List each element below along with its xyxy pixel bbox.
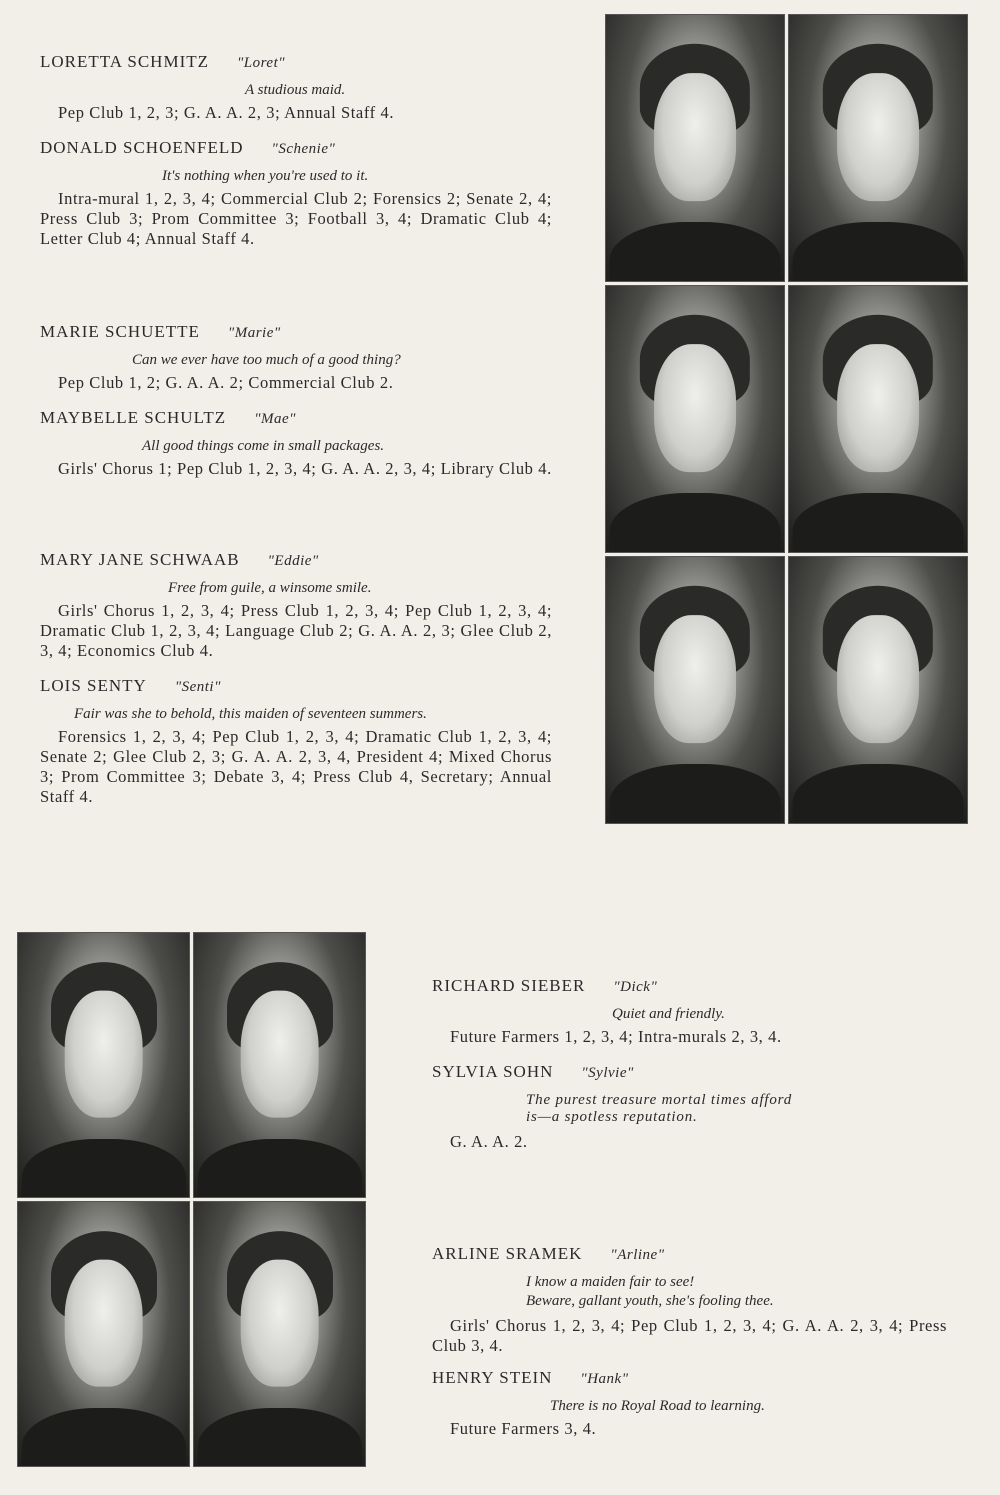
- student-nickname: "Hank": [580, 1371, 629, 1387]
- student-name-line: [40, 676, 552, 696]
- portrait-photo-maybelle-schultz: [788, 285, 968, 553]
- entry-arline-sramek: [432, 1244, 947, 1356]
- student-motto: It's nothing when you're used to it.: [162, 168, 369, 184]
- student-motto: Fair was she to behold, this maiden of seventeen summers.: [74, 706, 427, 722]
- student-motto: Free from guile, a winsome smile.: [168, 580, 372, 596]
- student-name: DONALD SCHOENFELD: [40, 138, 244, 157]
- student-name-line: [40, 52, 552, 72]
- student-name-line: [40, 322, 552, 342]
- student-activities: Future Farmers 3, 4.: [450, 1419, 597, 1438]
- student-motto-line-1: I know a maiden fair to see!: [526, 1274, 695, 1290]
- student-motto-line-2: Beware, gallant youth, she's fooling thee.: [526, 1293, 774, 1309]
- student-activities: Girls' Chorus 1; Pep Club 1, 2, 3, 4; G. A. A. 2, 3, 4; Library Club 4.: [58, 459, 552, 478]
- portrait-photo-richard-sieber: [17, 932, 190, 1198]
- student-name: ARLINE SRAMEK: [432, 1244, 583, 1263]
- entry-lois-senty: [40, 676, 552, 807]
- portrait-photo-marie-schuette: [605, 285, 785, 553]
- photo-grid-bottom: [17, 932, 366, 1467]
- portrait-photo-mary-jane-schwaab: [605, 556, 785, 824]
- student-name: LORETTA SCHMITZ: [40, 52, 209, 71]
- student-name: MARIE SCHUETTE: [40, 322, 200, 341]
- student-name: MARY JANE SCHWAAB: [40, 550, 240, 569]
- student-name-line: [40, 550, 552, 570]
- portrait-photo-lois-senty: [788, 556, 968, 824]
- student-name-line: [432, 1062, 947, 1082]
- student-name: RICHARD SIEBER: [432, 976, 586, 995]
- student-activities: Girls' Chorus 1, 2, 3, 4; Pep Club 1, 2, 3, 4; G. A. A. 2, 3, 4; Press Club 3, 4.: [432, 1316, 947, 1355]
- entry-sylvia-sohn: [432, 1062, 947, 1152]
- student-nickname: "Marie": [227, 325, 281, 341]
- student-activities: Future Farmers 1, 2, 3, 4; Intra-murals 2, 3, 4.: [450, 1027, 782, 1046]
- entry-marie-schuette: [40, 322, 552, 393]
- student-name: HENRY STEIN: [432, 1368, 553, 1387]
- student-name-line: [40, 408, 552, 428]
- student-name-line: [40, 138, 552, 158]
- entry-maybelle-schultz: [40, 408, 552, 479]
- student-activities: Girls' Chorus 1, 2, 3, 4; Press Club 1, 2, 3, 4; Pep Club 1, 2, 3, 4; Dramatic Club 1, 2, 3, 4; Language Club 2; G. A. A. 2, 3; Glee Club 2, 3, 4; Economics Club 4.: [40, 601, 552, 660]
- photo-grid-top: [605, 14, 968, 824]
- student-nickname: "Arline": [610, 1247, 665, 1263]
- student-name-line: [432, 1368, 947, 1388]
- student-name-line: [432, 976, 947, 996]
- student-nickname: "Schenie": [271, 141, 336, 157]
- student-activities: Forensics 1, 2, 3, 4; Pep Club 1, 2, 3, 4; Dramatic Club 1, 2, 3, 4; Senate 2; Glee Club 2, 3; G. A. A. 2, 3, 4, President 4; Mixed Chorus 3; Prom Committee 3; Debate 3, 4; Press Club 4, Secretary; Annual Staff 4.: [40, 727, 552, 806]
- student-nickname: "Senti": [174, 679, 221, 695]
- student-activities: G. A. A. 2.: [450, 1132, 528, 1151]
- student-motto: Can we ever have too much of a good thing?: [132, 352, 401, 368]
- entry-donald-schoenfeld: [40, 138, 552, 249]
- student-nickname: "Mae": [254, 411, 296, 427]
- student-motto-line-2: is—a spotless reputation.: [526, 1109, 698, 1125]
- student-nickname: "Sylvie": [581, 1065, 634, 1081]
- entry-richard-sieber: [432, 976, 947, 1047]
- portrait-photo-sylvia-sohn: [193, 932, 366, 1198]
- entry-henry-stein: [432, 1368, 947, 1439]
- student-nickname: "Dick": [613, 979, 658, 995]
- student-activities: Intra-mural 1, 2, 3, 4; Commercial Club 2; Forensics 2; Senate 2, 4; Press Club 3; Prom Committee 3; Football 3, 4; Dramatic Club 4; Letter Club 4; Annual Staff 4.: [40, 189, 552, 248]
- student-activities: Pep Club 1, 2, 3; G. A. A. 2, 3; Annual Staff 4.: [58, 103, 395, 122]
- student-name-line: [432, 1244, 947, 1264]
- student-motto: There is no Royal Road to learning.: [550, 1398, 765, 1414]
- portrait-photo-henry-stein: [193, 1201, 366, 1467]
- portrait-photo-arline-sramek: [17, 1201, 190, 1467]
- student-motto: All good things come in small packages.: [142, 438, 385, 454]
- student-activities: Pep Club 1, 2; G. A. A. 2; Commercial Club 2.: [58, 373, 394, 392]
- portrait-photo-loretta-schmitz: [605, 14, 785, 282]
- student-motto: Quiet and friendly.: [612, 1006, 725, 1022]
- entry-mary-jane-schwaab: [40, 550, 552, 661]
- student-nickname: "Loret": [237, 55, 286, 71]
- entry-loretta-schmitz: [40, 52, 552, 123]
- student-name: LOIS SENTY: [40, 676, 147, 695]
- student-motto: A studious maid.: [245, 82, 346, 98]
- student-name: MAYBELLE SCHULTZ: [40, 408, 227, 427]
- student-motto-line-1: The purest treasure mortal times afford: [526, 1092, 793, 1108]
- portrait-photo-donald-schoenfeld: [788, 14, 968, 282]
- student-name: SYLVIA SOHN: [432, 1062, 554, 1081]
- student-nickname: "Eddie": [267, 553, 319, 569]
